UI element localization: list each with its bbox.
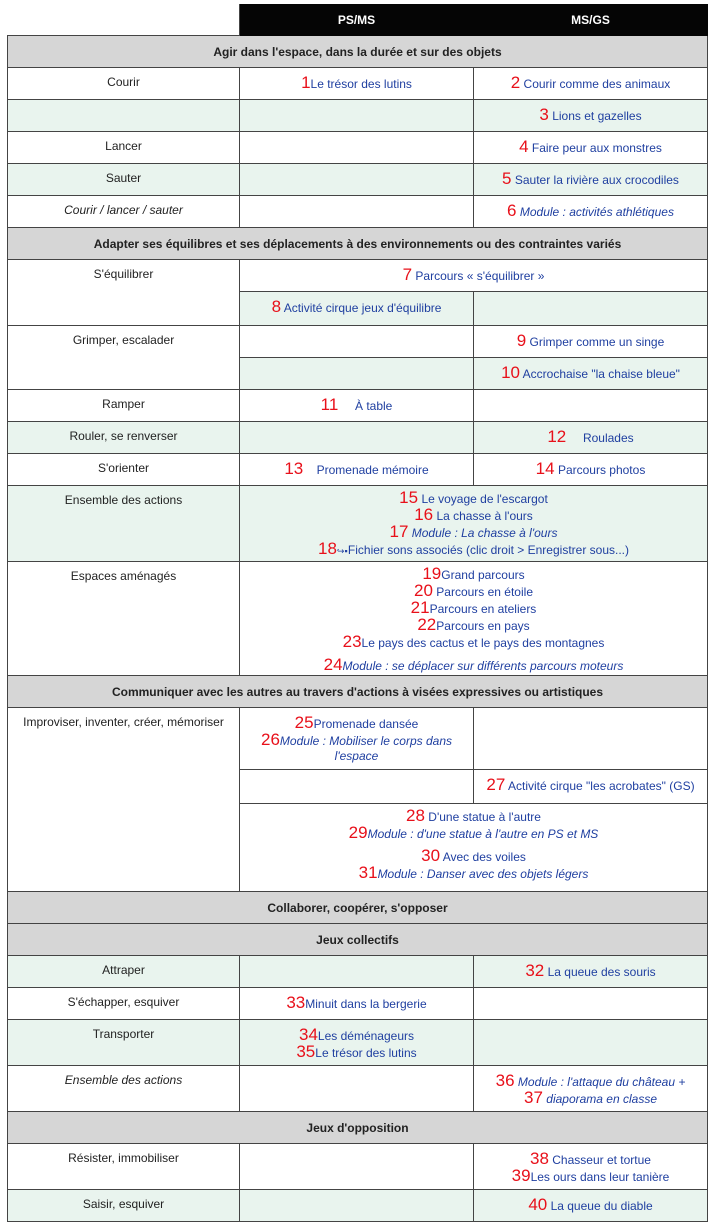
activity-number: 29 [348, 823, 368, 842]
activity-number: 8 [271, 297, 282, 316]
activity-cell [240, 1020, 474, 1066]
activity-link[interactable]: Parcours en pays [436, 619, 530, 633]
activities-table-wrapper [7, 4, 708, 1222]
activity-number: 13 [284, 459, 304, 478]
activity-cell [474, 1144, 708, 1190]
activity-link[interactable]: Chasseur et tortue [552, 1153, 651, 1167]
activity-link[interactable]: l'espace [334, 749, 379, 763]
empty-cell [240, 956, 474, 988]
activity-number: 37 [524, 1088, 543, 1107]
activity-cell [474, 100, 708, 132]
activity-cell [240, 708, 474, 770]
activity-number: 31 [358, 863, 378, 882]
activity-link[interactable]: diaporama en classe [546, 1092, 657, 1106]
activity-number: 2 [510, 73, 521, 92]
empty-cell [474, 292, 708, 326]
activity-cell [474, 132, 708, 164]
activity-number: 15 [399, 488, 419, 507]
row-label: Sauter [8, 164, 240, 196]
activity-cell [474, 326, 708, 358]
activity-link[interactable]: Parcours en étoile [436, 585, 533, 599]
empty-cell [240, 422, 474, 454]
activity-link[interactable]: Minuit dans la bergerie [305, 997, 427, 1011]
activity-link[interactable]: Module : activités athlétiques [519, 205, 674, 219]
empty-cell [474, 390, 708, 422]
activity-link[interactable]: Fichier sons associés (clic droit > Enregistrer sous...) [347, 543, 629, 557]
activity-cell [240, 390, 474, 422]
header-ps-ms: PS/MS [240, 5, 474, 36]
activity-number: 11 [320, 395, 339, 414]
empty-cell [474, 988, 708, 1020]
activity-link[interactable]: Promenade mémoire [316, 463, 429, 477]
empty-cell [240, 1190, 474, 1222]
activity-number: 18 [317, 539, 337, 558]
empty-cell [240, 770, 474, 804]
empty-cell [240, 326, 474, 358]
row-label: Lancer [8, 132, 240, 164]
activity-cell [474, 1066, 708, 1112]
activity-link[interactable]: Avec des voiles [442, 850, 526, 864]
activity-number: 36 [495, 1071, 515, 1090]
activity-link[interactable]: La queue des souris [547, 965, 656, 979]
activity-cell [240, 260, 708, 292]
empty-cell [240, 164, 474, 196]
section-header: Jeux d'opposition [8, 1112, 708, 1144]
activity-number: 17 [389, 522, 409, 541]
activity-number: 14 [535, 459, 555, 478]
activity-number: 24 [323, 655, 343, 674]
empty-cell [240, 100, 474, 132]
activity-cell [474, 1190, 708, 1222]
activity-link[interactable]: Les ours dans leur tanière [530, 1170, 670, 1184]
activity-number: 12 [547, 427, 567, 446]
activity-cell [240, 68, 474, 100]
activity-number: 23 [342, 632, 362, 651]
activity-number: 26 [261, 730, 280, 749]
activity-number: 39 [511, 1166, 531, 1185]
activity-link[interactable]: Roulades [582, 431, 634, 445]
activity-number: 6 [507, 201, 517, 220]
activity-cell [474, 68, 708, 100]
activity-link[interactable]: Module : Mobiliser le corps dans [279, 734, 452, 748]
activity-link[interactable]: Lions et gazelles [552, 109, 642, 123]
row-label: Courir [8, 68, 240, 100]
activity-number: 16 [414, 505, 434, 524]
activity-link[interactable]: Le pays des cactus et le pays des montagnes [361, 636, 605, 650]
activity-cell [240, 988, 474, 1020]
empty-cell [240, 1066, 474, 1112]
activity-link[interactable]: Le voyage de l'escargot [421, 492, 548, 506]
activity-link[interactable]: Les déménageurs [317, 1029, 414, 1043]
empty-cell [240, 132, 474, 164]
section-header: Jeux collectifs [8, 924, 708, 956]
empty-cell [240, 196, 474, 228]
row-label: Saisir, esquiver [8, 1190, 240, 1222]
activity-link[interactable]: Module : La chasse à l'ours [411, 526, 558, 540]
activity-link[interactable]: Grimper comme un singe [529, 335, 665, 349]
sound-file-icon: ↪▪ [336, 545, 348, 556]
activity-cell [240, 454, 474, 486]
section-header: Collaborer, coopérer, s'opposer [8, 892, 708, 924]
activity-link[interactable]: Grand parcours [441, 568, 525, 582]
activity-number: 1 [301, 73, 311, 92]
activity-number: 27 [486, 775, 506, 794]
empty-cell [240, 1144, 474, 1190]
section-header: Communiquer avec les autres au travers d'actions à visées expressives ou artistiques [8, 676, 708, 708]
activity-number: 22 [417, 615, 437, 634]
empty-cell [240, 358, 474, 390]
activity-number: 25 [294, 713, 314, 732]
activity-link[interactable]: La queue du diable [550, 1199, 653, 1213]
activity-link[interactable]: À table [354, 399, 393, 413]
activities-table [7, 4, 708, 1222]
row-label: Transporter [8, 1020, 240, 1066]
activity-number: 32 [525, 961, 545, 980]
activity-link[interactable]: La chasse à l'ours [436, 509, 533, 523]
section-header: Agir dans l'espace, dans la durée et sur des objets [8, 36, 708, 68]
activity-cell [474, 454, 708, 486]
row-label: Ensemble des actions [8, 1066, 240, 1112]
activity-link[interactable]: Activité cirque jeux d'équilibre [283, 301, 442, 315]
activity-link[interactable]: Activité cirque "les acrobates" (GS) [508, 779, 695, 793]
activity-number: 35 [296, 1042, 316, 1061]
activity-cell [240, 292, 474, 326]
row-label: Rouler, se renverser [8, 422, 240, 454]
activity-link[interactable]: Parcours « s'équilibrer » [415, 269, 545, 283]
activity-link[interactable]: Le trésor des lutins [310, 77, 412, 91]
activity-link[interactable]: Module : Danser avec des objets légers [377, 867, 589, 881]
activity-cell [474, 358, 708, 390]
row-label: Résister, immobiliser [8, 1144, 240, 1190]
header-ms-gs: MS/GS [474, 5, 708, 36]
activity-cell [474, 422, 708, 454]
header-row [8, 5, 708, 36]
row-label: Ramper [8, 390, 240, 422]
activity-number: 7 [402, 265, 413, 284]
activity-number: 5 [502, 169, 512, 188]
activity-number: 4 [519, 137, 529, 156]
activity-link[interactable]: Sauter la rivière aux crocodiles [514, 173, 679, 187]
empty-cell [8, 100, 240, 132]
activity-link[interactable]: Module : l'attaque du château + [517, 1075, 686, 1089]
activity-cell [474, 196, 708, 228]
activity-link[interactable]: Module : se déplacer sur différents parcours moteurs [342, 659, 624, 673]
activity-number: 10 [501, 363, 520, 382]
header-empty-cell [8, 5, 240, 36]
activity-link[interactable]: Accrochaise "la chaise bleue" [522, 367, 680, 381]
row-label: Grimper, escalader [8, 326, 240, 390]
activity-number: 20 [414, 581, 433, 600]
activity-cell [240, 804, 708, 892]
activity-cell [474, 956, 708, 988]
row-label: Espaces aménagés [8, 562, 240, 676]
activity-number: 3 [539, 105, 549, 124]
activity-link[interactable]: Parcours en ateliers [429, 602, 537, 616]
activity-number: 38 [530, 1149, 549, 1168]
activity-cell [474, 770, 708, 804]
row-label: Courir / lancer / sauter [8, 196, 240, 228]
activity-number: 34 [299, 1025, 318, 1044]
activity-link[interactable]: Courir comme des animaux [523, 77, 671, 91]
row-label: Improviser, inventer, créer, mémoriser [8, 708, 240, 892]
row-label: Ensemble des actions [8, 486, 240, 562]
row-label: S'orienter [8, 454, 240, 486]
activity-number: 30 [421, 846, 441, 865]
activity-link[interactable]: Parcours photos [557, 463, 646, 477]
row-label: S'échapper, esquiver [8, 988, 240, 1020]
activity-link[interactable]: Le trésor des lutins [315, 1046, 417, 1060]
activity-link[interactable]: Module : d'une statue à l'autre en PS et MS [367, 827, 599, 841]
activity-number: 19 [422, 564, 442, 583]
activity-link[interactable]: Promenade dansée [313, 717, 419, 731]
activity-cell [240, 486, 708, 562]
activity-number: 33 [286, 993, 306, 1012]
activity-link[interactable]: Faire peur aux monstres [531, 141, 662, 155]
section-header: Adapter ses équilibres et ses déplacements à des environnements ou des contraintes variés [8, 228, 708, 260]
empty-cell [474, 708, 708, 770]
activity-cell [240, 562, 708, 676]
activity-number: 40 [528, 1195, 548, 1214]
row-label: Attraper [8, 956, 240, 988]
activity-link[interactable]: D'une statue à l'autre [428, 810, 541, 824]
activity-number: 9 [516, 331, 527, 350]
row-label: S'équilibrer [8, 260, 240, 326]
activity-number: 21 [410, 598, 430, 617]
empty-cell [474, 1020, 708, 1066]
activity-cell [474, 164, 708, 196]
activity-number: 28 [406, 806, 425, 825]
